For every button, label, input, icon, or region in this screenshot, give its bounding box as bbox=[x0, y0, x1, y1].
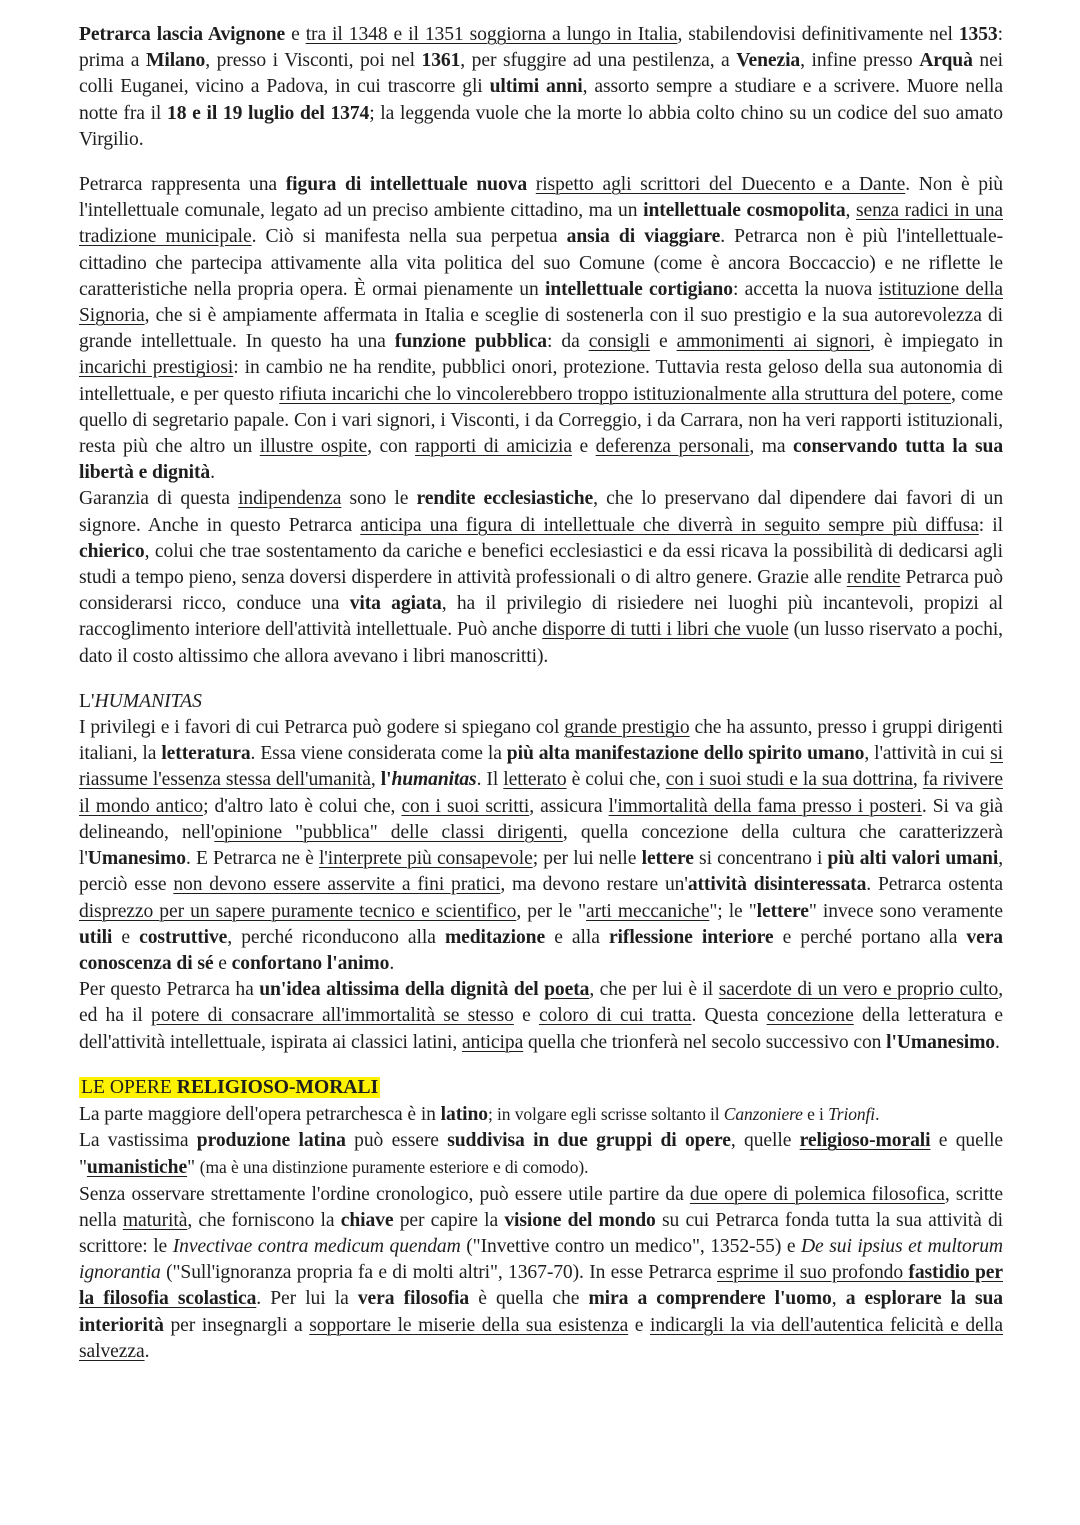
text-run: . Petrarca non è più l'intellettuale-cittadino che partecipa attivamente alla vita politica del suo Comune (come è ancora Boccaccio) e ne riflette le caratteristiche nella propria opera. È ormai pienamente un bbox=[79, 226, 1004, 300]
text-run: deferenza personali bbox=[595, 436, 750, 458]
text-run: mira a comprendere l'uomo bbox=[588, 1288, 832, 1310]
text-run: , perciò esse bbox=[79, 848, 1003, 896]
text-run: La vastissima bbox=[79, 1130, 197, 1152]
text-run: . Il bbox=[476, 769, 504, 791]
text-run: . Essa viene considerata come la bbox=[250, 743, 507, 765]
text-run: , quella concezione della cultura che caratterizzerà l' bbox=[79, 821, 1003, 870]
text-run: per insegnargli a bbox=[163, 1314, 310, 1336]
text-run: a esplorare la sua interiorità bbox=[79, 1288, 1003, 1336]
text-run: della letteratura e dell'attività intellettuale, ispirata ai classici latini, bbox=[79, 1005, 1003, 1053]
text-run: umanistiche bbox=[86, 1157, 188, 1179]
text-run: l'immortalità della fama presso i posteri bbox=[608, 795, 922, 817]
text-run: , scritte nella bbox=[79, 1183, 1003, 1231]
text-run: anticipa bbox=[461, 1031, 524, 1053]
text-run: indicargli la via dell'autentica felicità e della salvezza bbox=[79, 1314, 1003, 1362]
text-run: Petrarca rappresenta una bbox=[79, 174, 286, 196]
paragraph-independence bbox=[79, 486, 1003, 669]
text-run: e bbox=[285, 24, 306, 45]
text-run: : prima a bbox=[79, 24, 1003, 72]
text-run: . bbox=[875, 1103, 880, 1124]
text-run: , è impiegato in bbox=[870, 331, 1003, 353]
paragraph-intellectual-figure bbox=[79, 172, 1003, 486]
document-page bbox=[79, 22, 1003, 1365]
text-run: riflessione interiore bbox=[608, 926, 774, 948]
text-run: attività disinteressata bbox=[687, 874, 867, 896]
text-run: Milano bbox=[145, 50, 206, 72]
text-run: , che si è ampiamente affermata in Italia e sceglie di sostenerla con il suo prestigio e la sua autorevolezza di grande intellettuale. In questo ha una bbox=[79, 305, 1003, 353]
text-run: può essere bbox=[345, 1130, 448, 1152]
text-run: , per le " bbox=[516, 900, 587, 922]
section-heading-religious-works bbox=[79, 1075, 1003, 1101]
text-run: . Ciò si manifesta nella sua perpetua bbox=[251, 226, 567, 248]
text-run: incarichi prestigiosi bbox=[79, 357, 234, 379]
text-run: disporre di tutti i libri che vuole bbox=[542, 619, 789, 641]
text-run: Arquà bbox=[919, 50, 973, 72]
paragraph-two-groups bbox=[79, 1128, 1003, 1181]
text-run: e bbox=[649, 331, 677, 353]
text-run: e quelle " bbox=[79, 1130, 1004, 1179]
text-run: coloro di cui tratta bbox=[538, 1005, 692, 1027]
text-run: e bbox=[112, 926, 140, 948]
text-run: , con bbox=[367, 436, 415, 458]
heading-highlight bbox=[79, 1077, 380, 1098]
text-run: vera conoscenza di sé bbox=[79, 926, 1004, 974]
text-run: sacerdote di un vero e proprio culto bbox=[718, 979, 999, 1001]
text-run: , come quello di segretario papale. Con i vari signori, i Visconti, i da Correggio, i da Carrara, non ha veri rapporti istituzionali, resta più che altro un bbox=[79, 383, 1003, 458]
text-run: , bbox=[831, 1288, 846, 1310]
text-run: , bbox=[370, 769, 381, 791]
text-run: ; per lui nelle bbox=[532, 848, 642, 870]
text-run: funzione pubblica bbox=[394, 331, 548, 353]
text-run: HUMANITAS bbox=[94, 690, 202, 712]
text-run: , ma bbox=[749, 436, 794, 458]
text-run: RELIGIOSO-MORALI bbox=[176, 1076, 379, 1098]
text-run: Per questo Petrarca ha bbox=[79, 979, 260, 1001]
text-run: e perché portano alla bbox=[773, 926, 967, 948]
text-run: vita agiata bbox=[349, 593, 442, 615]
text-run: , per sfuggire ad una pestilenza, a bbox=[460, 50, 737, 72]
text-run: Venezia bbox=[736, 50, 801, 72]
text-run: esprime il suo profondo bbox=[717, 1262, 909, 1284]
text-run: è quella che bbox=[469, 1288, 589, 1310]
text-run: , assicura bbox=[529, 795, 609, 817]
text-run: si riassume l'essenza stessa dell'umanità bbox=[79, 743, 1003, 791]
text-run: vera filosofia bbox=[357, 1288, 470, 1310]
text-run: si concentrano i bbox=[693, 848, 828, 870]
paragraph-humanitas bbox=[79, 715, 1003, 977]
text-run: rapporti di amicizia bbox=[415, 436, 572, 458]
text-run: ammonimenti ai signori bbox=[676, 331, 871, 353]
text-run: un'idea altissima della dignità del bbox=[259, 979, 545, 1001]
text-run: su cui Petrarca fonda tutta la sua attività di scrittore: le bbox=[79, 1209, 1003, 1257]
text-run: ; d'altro lato è colui che, bbox=[203, 795, 402, 817]
text-run: e bbox=[213, 952, 232, 974]
text-run: l'Umanesimo bbox=[886, 1031, 996, 1053]
paragraph-poet-dignity bbox=[79, 977, 1003, 1056]
text-run: suddivisa in due gruppi di opere bbox=[447, 1130, 731, 1152]
paragraph-gap bbox=[79, 670, 1003, 689]
text-run: due opere di polemica filosofica bbox=[689, 1183, 945, 1205]
text-run: utili bbox=[79, 926, 113, 948]
text-run: costruttive bbox=[139, 926, 228, 948]
text-run: ("Sull'ignoranza propria fa e di molti altri", 1367-70). In esse Petrarca bbox=[160, 1262, 718, 1284]
text-run: rifiuta incarichi che lo vincolerebbero troppo istituzionalmente alla struttura del potere bbox=[279, 383, 952, 405]
text-run: ultimi anni bbox=[489, 76, 583, 98]
text-run: Senza osservare strettamente l'ordine cronologico, può essere utile partire da bbox=[79, 1183, 690, 1205]
text-run: , infine presso bbox=[800, 50, 920, 72]
text-run: : accetta la nuova bbox=[732, 278, 879, 300]
text-run: . Petrarca ostenta bbox=[866, 874, 1003, 896]
paragraph-petrarca-life bbox=[79, 22, 1003, 153]
text-run: . bbox=[210, 462, 215, 484]
text-run: opinione "pubblica" delle classi dirigenti bbox=[214, 821, 563, 843]
text-run: per capire la bbox=[393, 1209, 505, 1231]
text-run: è colui che, bbox=[566, 769, 666, 791]
text-run: e bbox=[513, 1005, 539, 1027]
text-run: , bbox=[912, 769, 923, 791]
text-run: : il bbox=[978, 514, 1003, 536]
text-run: " bbox=[187, 1157, 200, 1179]
paragraph-gap bbox=[79, 1056, 1003, 1075]
text-run: fa rivivere il mondo antico bbox=[79, 769, 1003, 817]
text-run: 1353 bbox=[958, 24, 998, 45]
text-run: Garanzia di questa bbox=[79, 488, 239, 510]
text-run: . bbox=[144, 1340, 150, 1362]
text-run: , stabilendovisi definitivamente nel bbox=[677, 24, 959, 45]
text-run: con i suoi studi e la sua dottrina bbox=[665, 769, 913, 791]
text-run: intellettuale cosmopolita bbox=[643, 200, 846, 222]
text-run: , perché riconducono alla bbox=[227, 926, 445, 948]
text-run: (un lusso riservato a pochi, dato il costo altissimo che allora avevano i libri manoscritti). bbox=[79, 619, 1003, 667]
text-run: intellettuale cortigiano bbox=[544, 278, 733, 300]
paragraph-polemic-works bbox=[79, 1182, 1003, 1365]
text-run: La parte maggiore dell'opera petrarchesca è in bbox=[79, 1103, 441, 1125]
text-run: e bbox=[571, 436, 596, 458]
text-run: rispetto agli scrittori del Duecento e a Dante bbox=[535, 174, 906, 196]
text-run: con i suoi scritti bbox=[401, 795, 530, 817]
text-run: ("Invettive contro un medico", 1352-55) e bbox=[460, 1235, 801, 1257]
text-run: disprezzo per un sapere puramente tecnico e scientifico bbox=[79, 900, 517, 922]
text-run: , bbox=[845, 200, 856, 222]
text-run: senza radici in una tradizione municipale bbox=[79, 200, 1003, 248]
text-run: , che lo preservano dal dipendere dai favori di un signore. Anche in questo Petrarca bbox=[79, 488, 1004, 536]
text-run: conservando tutta la sua libertà e dignità bbox=[79, 436, 1004, 484]
text-run: non devono essere asservite a fini pratici bbox=[173, 874, 501, 896]
text-run: sopportare le miserie della sua esistenza bbox=[309, 1314, 629, 1336]
text-run: Invectivae contra medicum quendam bbox=[172, 1235, 461, 1257]
text-run: arti meccaniche bbox=[586, 900, 710, 922]
text-run: più alta manifestazione dello spirito umano bbox=[506, 743, 865, 765]
text-run: rendite bbox=[846, 567, 901, 589]
text-run: l'interprete più consapevole bbox=[318, 848, 533, 870]
text-run: 1361 bbox=[421, 50, 461, 72]
text-run: latino bbox=[440, 1103, 488, 1125]
text-run: indipendenza bbox=[238, 488, 342, 510]
text-run: potere di consacrare all'immortalità se stesso bbox=[151, 1005, 514, 1027]
text-run: , quelle bbox=[730, 1130, 800, 1152]
text-run: concezione bbox=[766, 1005, 854, 1027]
text-run: quella che trionferà nel secolo successivo con bbox=[523, 1031, 887, 1053]
text-run: : in cambio ne ha rendite, pubblici onori, protezione. Tuttavia resta geloso della sua autonomia di intellettuale, e per questo bbox=[79, 357, 1003, 405]
text-run: , colui che trae sostentamento da cariche e benefici ecclesiastici e da essi ricava la possibilità di dedicarsi agli studi a tempo pieno, senza doversi disperdere in attività professionali o di altro genere. Grazie alle bbox=[79, 540, 1003, 589]
text-run: e alla bbox=[545, 926, 609, 948]
text-run: Trionfi bbox=[828, 1103, 876, 1124]
text-run: ; in volgare egli scrisse soltanto il bbox=[487, 1103, 724, 1124]
text-run: . Si va già delineando, nell' bbox=[79, 795, 1004, 843]
text-run: meditazione bbox=[444, 926, 546, 948]
text-run: rendite ecclesiastiche bbox=[416, 488, 594, 510]
text-run: , ha il privilegio di risiedere nei luoghi più incantevoli, propizi al raccoglimento interiore dell'attività intellettuale. Può anche bbox=[79, 593, 1003, 641]
text-run: e i bbox=[802, 1103, 829, 1124]
text-run: , ma devono restare un' bbox=[500, 874, 688, 896]
text-run: anticipa una figura di intellettuale che diverrà in seguito sempre più diffusa bbox=[360, 514, 979, 536]
text-run: e bbox=[628, 1314, 650, 1336]
text-run: . bbox=[389, 952, 395, 974]
text-run: Petrarca lascia Avignone bbox=[79, 24, 286, 45]
text-run: produzione latina bbox=[196, 1130, 346, 1152]
text-run: . Questa bbox=[691, 1005, 767, 1027]
text-run: fastidio per la filosofia scolastica bbox=[79, 1262, 1004, 1310]
text-run: , che per lui è il bbox=[589, 979, 719, 1001]
text-run: . bbox=[995, 1031, 1000, 1053]
text-run: istituzione della Signoria bbox=[79, 278, 1003, 327]
text-run: confortano l'animo bbox=[231, 952, 390, 974]
text-run: grande prestigio bbox=[564, 717, 690, 739]
text-run: 18 e il 19 luglio del 1374 bbox=[167, 102, 370, 124]
section-heading-humanitas bbox=[79, 689, 1003, 715]
text-run: lettere bbox=[756, 900, 809, 922]
text-run: letterato bbox=[503, 769, 567, 791]
text-run: humanitas bbox=[391, 769, 477, 791]
text-run: chierico bbox=[79, 540, 145, 562]
text-run: letteratura bbox=[161, 743, 251, 765]
text-run bbox=[527, 174, 536, 195]
text-run: tra il 1348 e il 1351 soggiorna a lungo in Italia bbox=[305, 24, 678, 45]
text-run: , ed ha il bbox=[79, 979, 1003, 1027]
text-run: (ma è una distinzione puramente esteriore e di comodo). bbox=[199, 1157, 589, 1178]
text-run: chiave bbox=[340, 1209, 394, 1231]
text-run: ansia di viaggiare bbox=[566, 226, 721, 248]
text-run: , che forniscono la bbox=[187, 1209, 341, 1231]
text-run: religioso-morali bbox=[799, 1130, 931, 1152]
text-run: L' bbox=[79, 690, 95, 712]
text-run: . Per lui la bbox=[256, 1288, 358, 1310]
text-run: " invece sono veramente bbox=[808, 900, 1003, 922]
text-run: . E Petrarca ne è bbox=[185, 848, 319, 870]
text-run: : da bbox=[547, 331, 589, 353]
text-run: I privilegi e i favori di cui Petrarca può godere si spiegano col bbox=[79, 717, 565, 739]
text-run: lettere bbox=[641, 848, 694, 870]
text-run: "; le " bbox=[709, 900, 757, 922]
text-run: illustre ospite bbox=[259, 436, 368, 458]
text-run: Umanesimo bbox=[87, 848, 186, 870]
text-run: Canzoniere bbox=[723, 1103, 803, 1124]
text-run: che ha assunto, presso i gruppi dirigenti italiani, la bbox=[79, 717, 1003, 765]
text-run: più alti valori umani bbox=[827, 848, 999, 870]
paragraph-gap bbox=[79, 153, 1003, 172]
text-run: figura di intellettuale nuova bbox=[285, 174, 528, 196]
text-run: sono le bbox=[341, 488, 417, 510]
text-run: nei colli Euganei, vicino a Padova, in cui trascorre gli bbox=[79, 50, 1004, 98]
text-run: consigli bbox=[588, 331, 650, 353]
text-run: De sui ipsius et multorum ignorantia bbox=[79, 1235, 1003, 1284]
text-run: poeta bbox=[544, 979, 590, 1001]
text-run: l' bbox=[380, 769, 392, 791]
text-run: . Non è più l'intellettuale comunale, legato ad un preciso ambiente cittadino, ma un bbox=[79, 174, 1003, 222]
text-run: ; la leggenda vuole che la morte lo abbia colto chino su un codice del suo amato Virgilio. bbox=[79, 102, 1003, 150]
text-run: LE OPERE bbox=[81, 1076, 177, 1098]
text-run: , assorto sempre a studiare e a scrivere. Muore nella notte fra il bbox=[79, 76, 1003, 124]
paragraph-latin-works bbox=[79, 1101, 1003, 1128]
text-run: , presso i Visconti, poi nel bbox=[205, 50, 422, 72]
text-run: Petrarca può considerarsi ricco, conduce una bbox=[79, 567, 1003, 615]
text-run: visione del mondo bbox=[504, 1209, 656, 1231]
text-run: maturità bbox=[122, 1209, 188, 1231]
text-run: , l'attività in cui bbox=[864, 743, 991, 765]
